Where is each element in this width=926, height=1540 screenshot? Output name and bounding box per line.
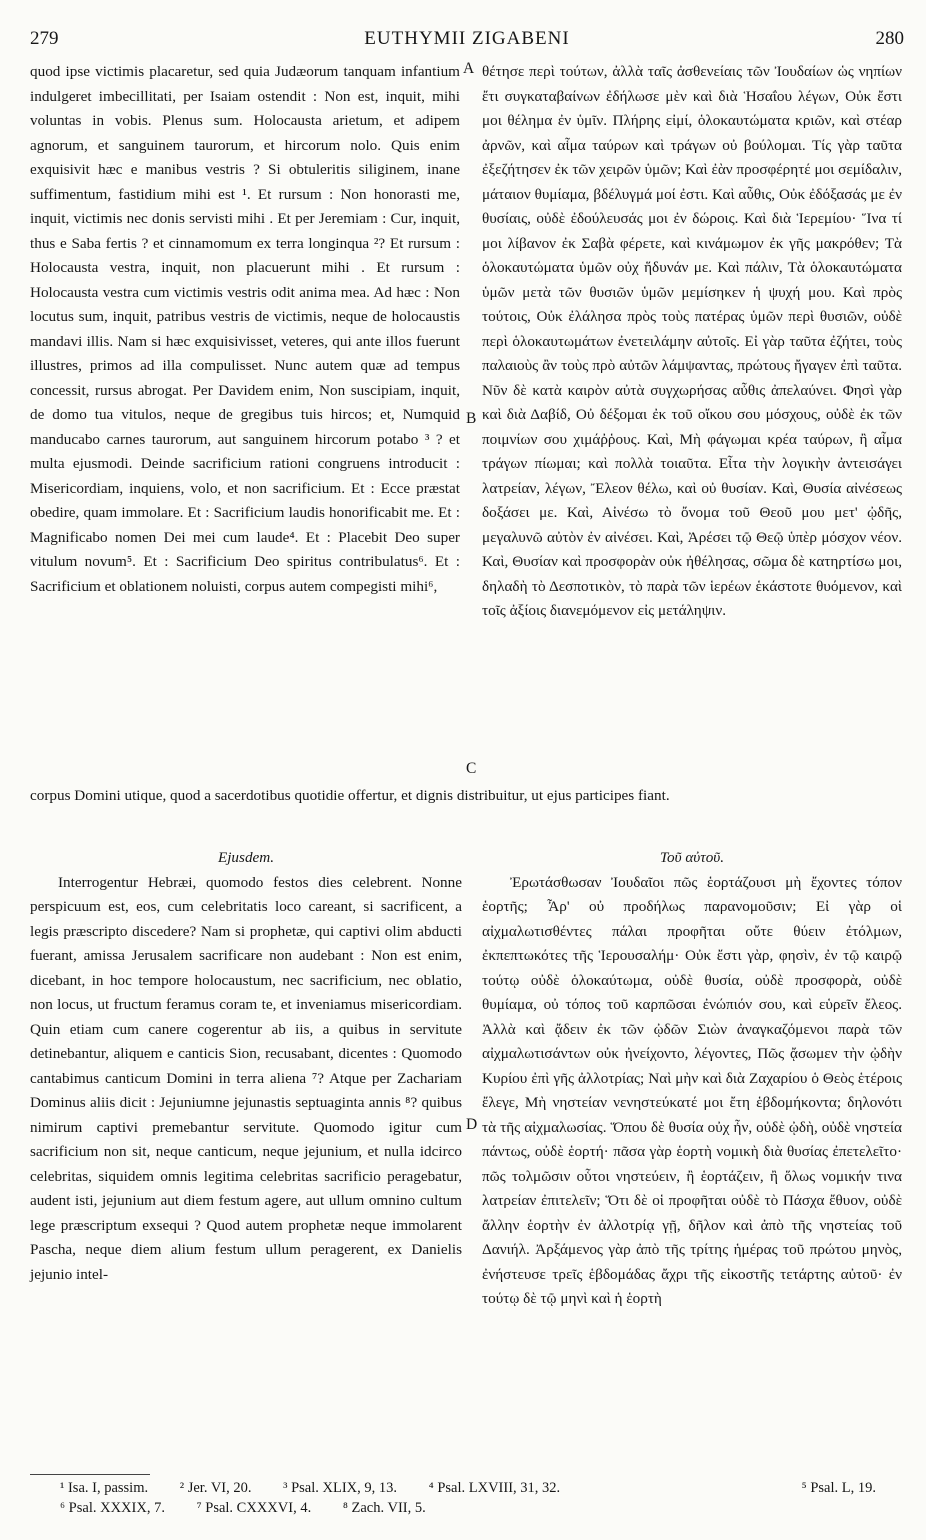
section-marker-a: A — [463, 60, 475, 77]
greek-paragraph-2: Ἐρωτάσθωσαν Ἰουδαῖοι πῶς ἑορτάζουσι μὴ ἔχοντες τόπον ἑορτῆς; Ἆρ' οὐ προδήλως παρανομοῦσιν; Εἰ γὰρ οἱ αἰχμαλωτισθέντες πάλαι προφῆται οὔτε θύειν ἐτόλμων, ἐκπεπτωκότες τῆς Ἱερουσαλήμ· Οὐκ ἔστι γὰρ, φησὶν, ἐν τῷ καιρῷ τούτῳ οὐδὲ ὁλοκαύτωμα, οὐδὲ θυσία, οὐδὲ προσφορὰ, οὐδὲ θυμίαμα, οὐ τόπος τοῦ καρπῶσαι ἐνώπιόν σου, καὶ εὑρεῖν ἔλεος. Ἀλλὰ καὶ ᾄδειν ἐκ τῶν ᾠδῶν Σιὼν ἀναγκαζόμενοι παρὰ τῶν αἰχμαλωτισάντων οὐκ ἠνείχοντο, λέγοντες, Πῶς ᾄσωμεν τὴν ᾠδὴν Κυρίου ἐπὶ γῆς ἀλλοτρίας; Ναὶ μὴν καὶ διὰ Ζαχαρίου ὁ Θεὸς ἑτέροις ἔλεγε, Μὴ νηστείαν νενηστεύκατέ μοι ἔτη ἑβδομήκοντα; δηλονότι τὰ τῆς αἰχμαλωσίας. Ὅπου δὲ θυσία οὐχ ἦν, οὐδὲ ᾠδὴ, οὐδὲ νηστεία πάντως, οὐδὲ ἑορτή· πᾶσα γὰρ ἑορτὴ νομικὴ διὰ θυσίας ἐπετελεῖτο· πῶς τολμῶσιν οὗτοι νηστεύειν, ἢ ἑορτάζειν, ἢ ὅλως νομικήν τινα λατρείαν ἐπιτελεῖν; Ὅτι δὲ οἱ προφῆται οὐδὲ τὸ Πάσχα ἔθυον, οὐδὲ ἄλλην ἑορτὴν ἐν ἀλλοτρίᾳ γῇ, δῆλον καὶ ἀπὸ τῆς νηστείας τοῦ Δανιήλ. Ἀρξάμενος γὰρ ἀπὸ τῆς τρίτης ἡμέρας τοῦ πρώτου μηνὸς, ἐνήστευσε τρεῖς ἑβδομάδας ἄχρι τῆς εἰκοστῆς τετάρτης αὐτοῦ· ἐν τούτῳ δὲ τῷ μηνὶ καὶ ἡ ἑορτὴ — [482, 873, 902, 1307]
latin-continuation-line: corpus Domini utique, quod a sacerdotibus quotidie offertur, et dignis distribuitur, ut ejus participes fiant. — [30, 787, 670, 804]
footnotes — [60, 1478, 904, 1518]
greek-paragraph-1: θέτησε περὶ τούτων, ἀλλὰ ταῖς ἀσθενείαις τῶν Ἰουδαίων ὡς νηπίων ἔτι συγκαταβαίνων ἐδήλωσε μὲν καὶ διὰ Ἡσαΐου λέγων, Οὐκ ἔστι μοι θέλημα ἐν ὑμῖν. Πλήρης εἰμί, ὁλοκαυτώματα κριῶν, καὶ στέαρ ἀρνῶν, καὶ αἷμα ταύρων καὶ τράγων οὐ βούλομαι. Τίς γὰρ ταῦτα ἐξεζήτησεν ἐκ τῶν χειρῶν ὑμῶν; Καὶ ἐὰν προσφέρητέ μοι σεμίδαλιν, μάταιον θυμίαμα, βδέλυγμά μοί ἐστι. Καὶ αὖθις, Οὐκ ἐδόξασάς με ἐν θυσίαις, οὐδὲ ἐδούλευσάς μοι ἐν δώροις. Καὶ διὰ Ἱερεμίου· Ἵνα τί μοι λίβανον ἐκ Σαβὰ φέρετε, καὶ κινάμωμον ἐκ γῆς μακρόθεν; Τὰ ὁλοκαυτώματα ὑμῶν οὐχ ἥδυνάν με. Καὶ πάλιν, Τὰ ὁλοκαυτώματα ὑμῶν μετὰ τῶν θυσιῶν ὑμῶν μεμίσηκεν ἡ ψυχή μου. Καὶ πρὸς τούτοις, Οὐκ ἐλάλησα πρὸς τοὺς πατέρας ὑμῶν περὶ θυσιῶν, οὐδὲ περὶ ὁλοκαυτωμάτων ἐνετειλάμην αὐτοῖς. Εἰ γὰρ ταῦτα ἐζήτει, τοὺς παλαιοὺς ἂν τοὺς πρὸ αὐτῶν λάμψαντας, πρώτους ἤγαγεν ἐπὶ ταῦτα. Νῦν δὲ κατὰ καιρὸν αὐτὰ συγχωρήσας αὖθις ἀπελαύνει. Φησὶ γὰρ καὶ διὰ Δαβίδ, Οὐ δέξομαι ἐκ τοῦ οἴκου σου μόσχους, οὐδὲ ἐκ τῶν ποιμνίων σου χιμάῤῥους. Καὶ, Μὴ φάγωμαι κρέα ταύρων, ἢ αἷμα τράγων πίωμαι; καὶ πολλὰ τοιαῦτα. Εἶτα τὴν λογικὴν ἀντεισάγει λατρείαν, λέγων, Ἔλεον θέλω, καὶ οὐ θυσίαν. Καὶ, Θυσία αἰνέσεως δοξάσει με. Καὶ, Αἰνέσω τὸ ὄνομα τοῦ Θεοῦ μου μετ' ᾠδῆς, μεγαλυνῶ αὐτὸν ἐν αἰνέσει. Καὶ, Ἀρέσει τῷ Θεῷ ὑπὲρ μόσχον νέον. Καὶ, Θυσίαν καὶ προσφορὰν οὐκ ἠθέλησας, σῶμα δὲ κατηρτίσω μοι, δηλαδὴ τὸ Δεσποτικὸν, τὸ παρὰ τῶν ἱερέων ἑκάστοτε θυόμενον, καὶ τοῖς ἀξίοις διανεμόμενον εἰς μετάληψιν. — [482, 63, 902, 619]
running-title: EUTHYMII ZIGABENI — [364, 28, 570, 49]
footnote-4: ⁴ Psal. LXVIII, 31, 32. — [428, 1480, 561, 1496]
footnote-8: ⁸ Zach. VII, 5. — [342, 1500, 426, 1516]
footnote-rule — [30, 1474, 150, 1475]
footnote-line-1 — [60, 1478, 904, 1498]
footnote-1: ¹ Isa. I, passim. — [60, 1480, 149, 1496]
page-number-left: 279 — [30, 28, 59, 49]
latin-column-1 — [30, 60, 460, 599]
full-width-continuation — [30, 784, 902, 809]
footnote-6: ⁶ Psal. XXXIX, 7. — [60, 1500, 165, 1516]
latin-paragraph-1: quod ipse victimis placaretur, sed quia Judæorum tanquam infantium indulgeret imbecillitati, per Isaiam ostendit : Non est, inquit, mihi voluntas in vobis. Plenus sum. Holocausta arietum, et adipem agnorum, et sanguinem taurorum, et hircorum nolo. Quis enim exquisivit hæc e manibus vestris ? Si obtuleritis siliginem, inane suffimentum, fastidium mihi est ¹. Et rursum : Non honorasti me, inquit, victimis nec donis servisti mihi . Et per Jeremiam : Cur, inquit, thus e Saba fertis ? et cinnamomum ex terra longinqua ²? Et rursum : Holocausta vestra, inquit, non placuerunt mihi . Et rursum : Holocausta vestra cum victimis vestris odit anima mea. Ad hæc : Non locutus sum, inquit, patribus vestris de victimis, neque de holocaustis mandavi illis. Nam si hæc exquisivisset, veteres, qui ante illos fuerunt illustres, primos ad illa compulisset. Nunc autem quæ ad tempus concessit, rursus abrogat. Per Davidem enim, Non suscipiam, inquit, de domo tua vitulos, neque de gregibus tuis hircos; et, Numquid manducabo carnes taurorum, aut sanguinem hircorum potabo ³ ? et multa ejusmodi. Deinde sacrificium rationi congruens introducit : Misericordiam, inquiens, volo, et non sacrificium. Et : Ecce præstat obedire, quam immolare. Et : Sacrificium laudis honorificabit me. Et : Magnificabo nomen Dei mei cum laude⁴. Et : Placebit Deo super vitulum novum⁵. Et : Sacrificium Deo spiritus contribulatus⁶. Et : Sacrificium et oblationem noluisti, corpus autem compegisti mihi⁶, — [30, 63, 460, 595]
running-header — [30, 28, 904, 54]
greek-column-1 — [482, 60, 902, 624]
section-marker-d: D — [466, 1116, 478, 1133]
footnote-7: ⁷ Psal. CXXXVI, 4. — [196, 1500, 312, 1516]
greek-section-heading: Τοῦ αὐτοῦ. — [659, 849, 725, 866]
page-number-right: 280 — [875, 28, 904, 49]
footnote-line-2 — [60, 1498, 904, 1518]
latin-paragraph-2: Interrogentur Hebræi, quomodo festos dies celebrent. Nonne perspicuum est, eos, cum celebritatis loco careant, si sacrificent, a legis præscripto discedere? Nam si prophetæ, qui captivi olim abducti fuerant, amissa Jerusalem sacrificare non audebant : Non est enim, dicebant, in hoc tempore holocaustum, nec sacrificium, nec oblatio, non locus, ut fructum feramus coram te, et inveniamus misericordiam. Quin etiam cum canere cogerentur ab iis, a quibus in servitute detinebantur, aliquem e canticis Sion, recusabant, dicentes : Quomodo cantabimus canticum Domini in terra aliena ⁷? Atque per Zachariam Dominus aliis dicit : Jejuniumne jejunastis septuaginta annis ⁸? quibus nimirum captivi premebantur servitute. Quomodo igitur cum sacrificium non sit, neque canticum, neque jejunium, et nulla idcirco celebritas, siquidem omnis legitima celebritas sacrificio peragebatur, audent isti, jejunium aut diem festum agere, aut ullum omnino cultum lege præscriptum exsequi ? Quod autem prophetæ neque immolarent Pascha, neque diem alium festum ullum peragerent, ex Danielis jejunio intel- — [30, 873, 462, 1283]
section-marker-b: B — [466, 410, 477, 427]
footnote-5: ⁵ Psal. L, 19. — [801, 1480, 876, 1496]
footnote-2: ² Jer. VI, 20. — [179, 1480, 252, 1496]
section-marker-c: C — [466, 760, 477, 777]
greek-column-2 — [482, 846, 902, 1312]
footnote-3: ³ Psal. XLIX, 9, 13. — [283, 1480, 398, 1496]
latin-section-heading: Ejusdem. — [217, 849, 275, 866]
latin-column-2 — [30, 846, 462, 1287]
